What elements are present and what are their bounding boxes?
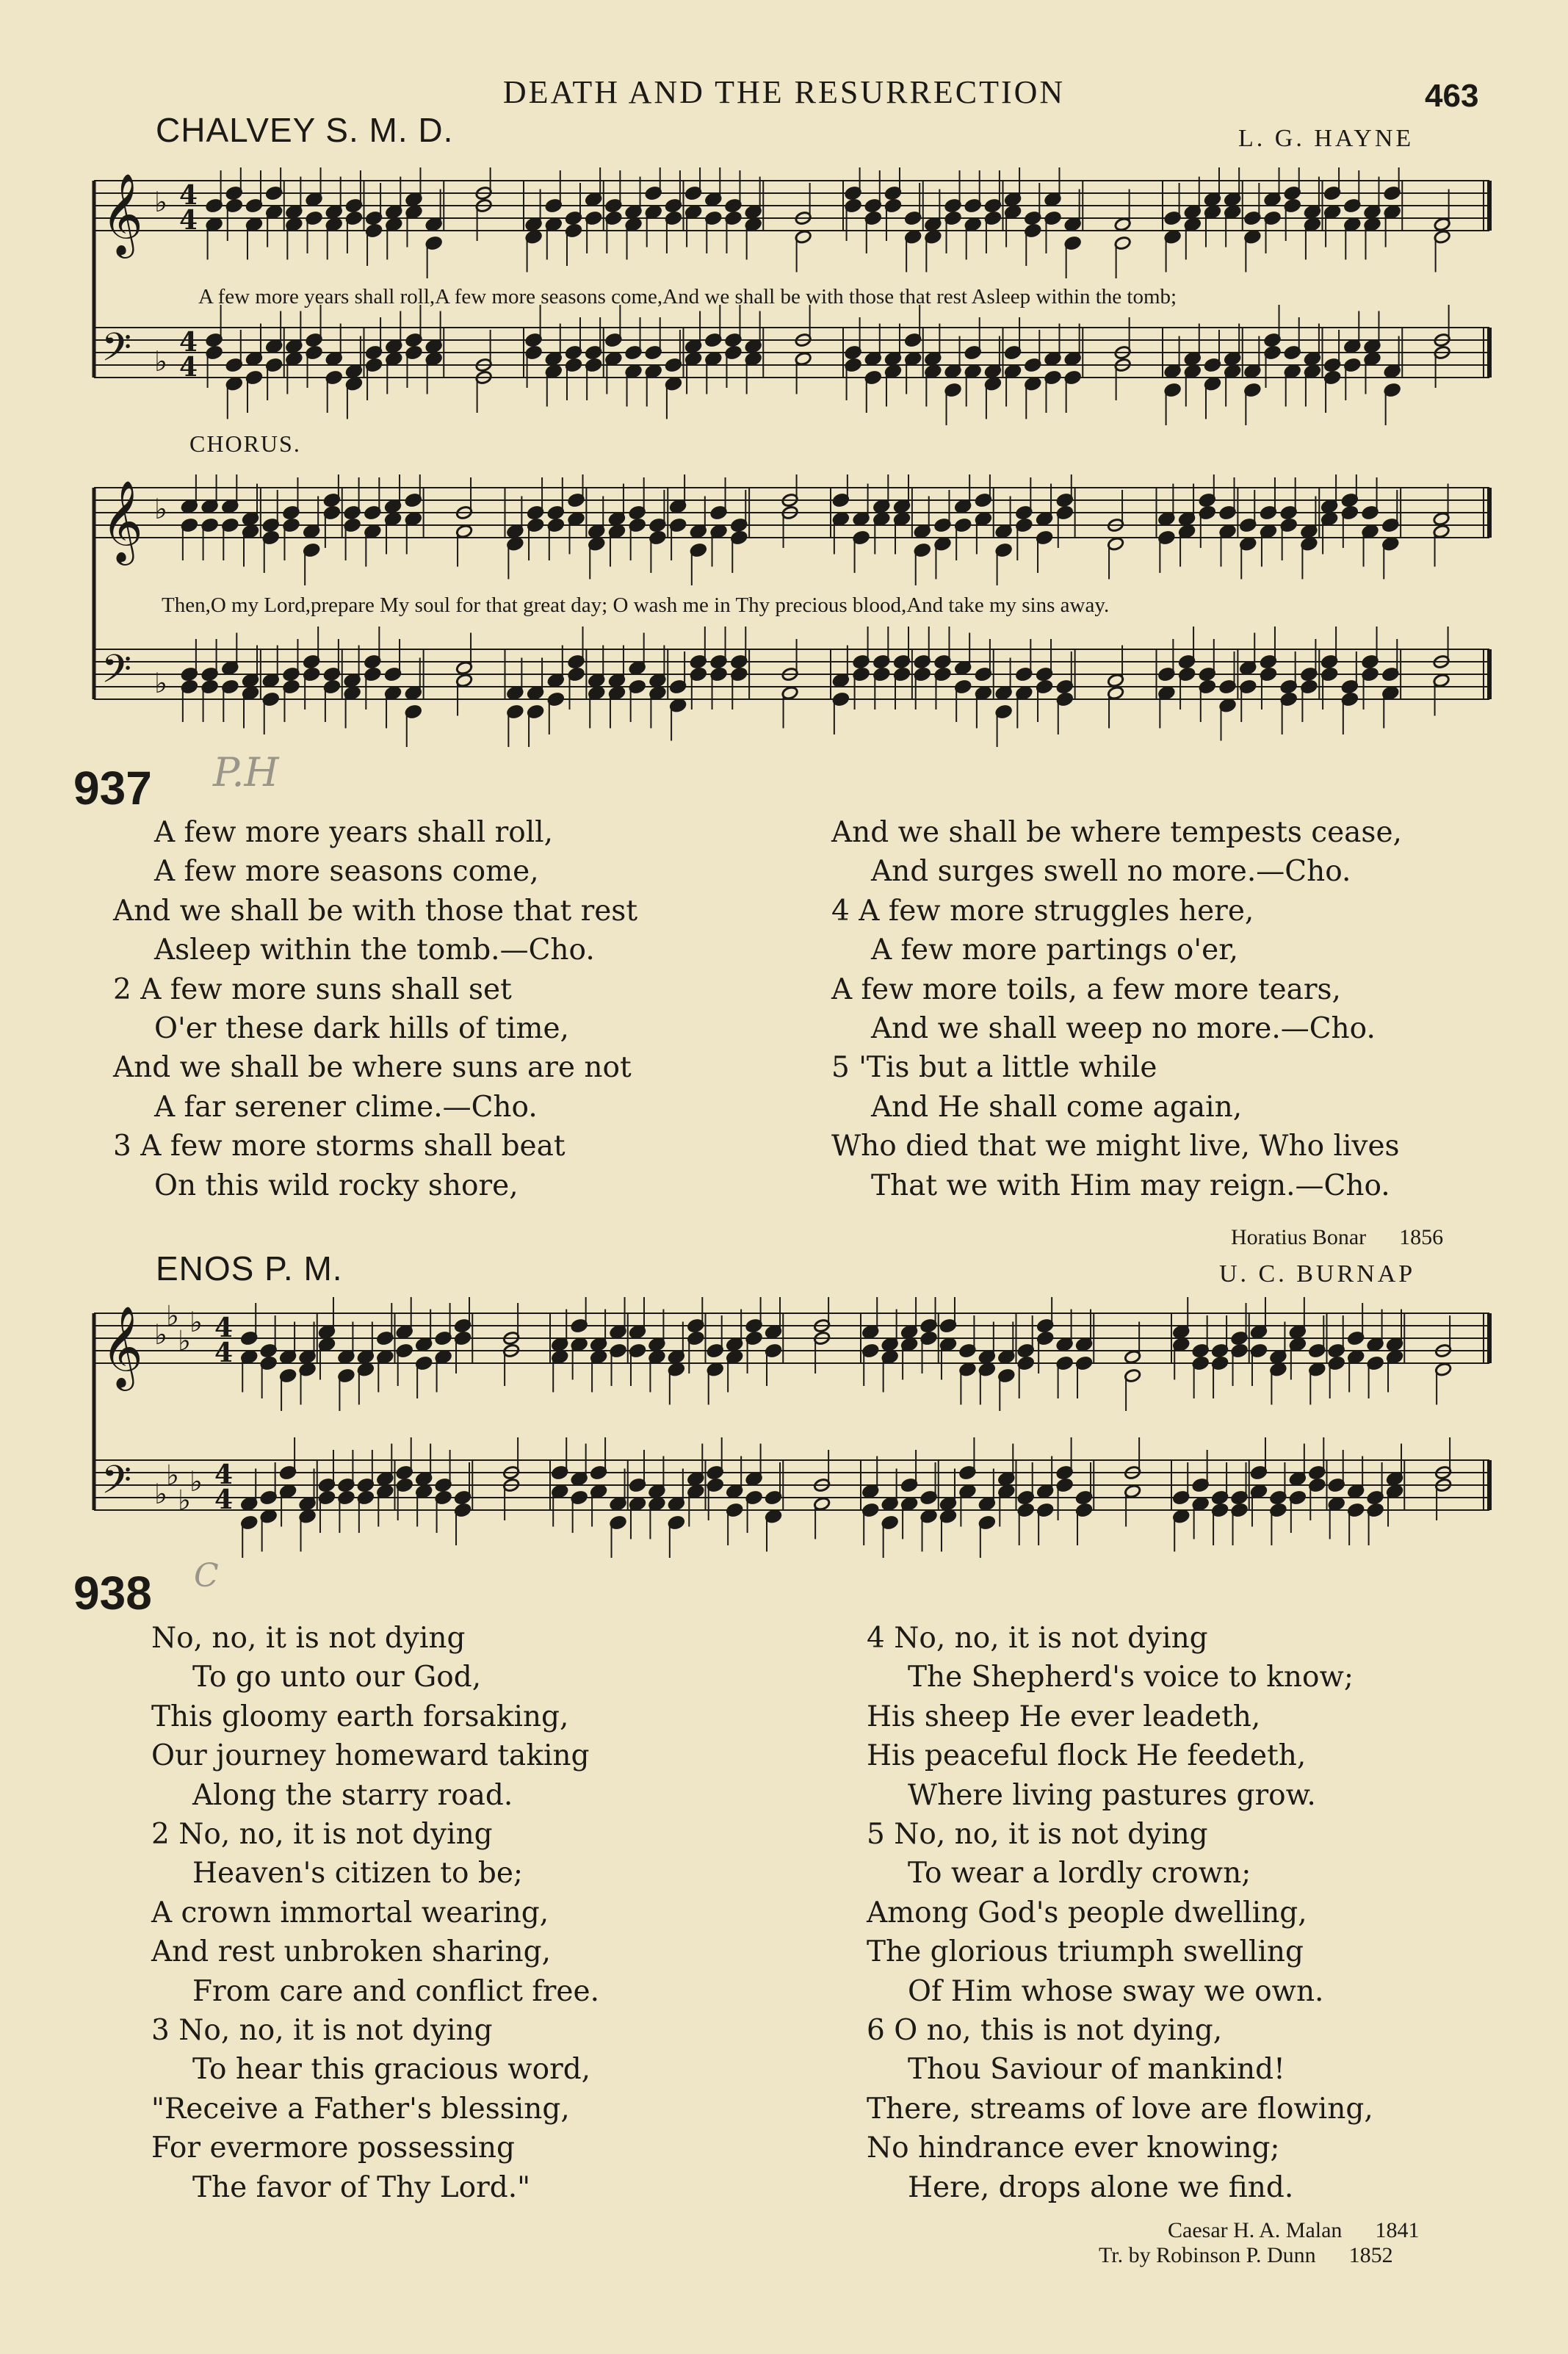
hymn-937-line: 3 A few more storms shall beat <box>113 1130 566 1163</box>
hymn-938-line: Among God's people dwelling, <box>867 1896 1307 1929</box>
hymn-937-line: A few more years shall roll, <box>154 816 554 849</box>
bass-clef: 𝄢 <box>101 325 132 380</box>
hymn-938-line: Where living pastures grow. <box>908 1778 1316 1812</box>
hymn-937-line: A few more partings o'er, <box>871 934 1238 967</box>
translator-name: Tr. by Robinson P. Dunn <box>1099 2243 1316 2267</box>
hymn-937-line: A few more seasons come, <box>154 855 539 889</box>
hymn-938-line: 6 O no, this is not dying, <box>867 2014 1223 2048</box>
hymn-number-938: 938 <box>73 1567 152 1620</box>
hymn-938-line: A crown immortal wearing, <box>151 1896 549 1929</box>
running-head: DEATH AND THE RESURRECTION <box>502 74 1066 110</box>
author-year: 1856 <box>1399 1225 1444 1249</box>
treble-clef: 𝄞 <box>101 1305 143 1387</box>
enos-score <box>88 1297 1498 1598</box>
flat-sign: ♭ <box>166 1459 179 1492</box>
treble-clef: 𝄞 <box>101 480 143 562</box>
hymn-938-line: To wear a lordly crown; <box>908 1857 1251 1891</box>
hymn-938-line: There, streams of love are flowing, <box>867 2092 1373 2126</box>
hymn-937-line: 4 A few more struggles here, <box>831 894 1254 928</box>
pencil-annotation-938: C <box>194 1557 219 1595</box>
hymn-938-line: The glorious triumph swelling <box>867 1935 1304 1969</box>
hymn-938-line: This gloomy earth forsaking, <box>151 1700 569 1733</box>
underlay-chalvey-verse: A few more years shall roll,A few more seasons come,And we shall be with those that rest Asleep within the tomb; <box>198 285 1177 308</box>
flat-sign: ♭ <box>189 1465 203 1498</box>
hymn-number-937: 937 <box>73 762 152 815</box>
hymn-938-line: His peaceful flock He feedeth, <box>867 1739 1307 1773</box>
hymn-938-line: For evermore possessing <box>151 2131 516 2165</box>
hymn-937-line: 5 'Tis but a little while <box>831 1051 1157 1085</box>
hymn-938-line: 2 No, no, it is not dying <box>151 1818 493 1852</box>
flat-sign: ♭ <box>154 345 167 378</box>
hymn-938-line: Along the starry road. <box>192 1778 513 1812</box>
flat-sign: ♭ <box>154 667 167 699</box>
music-system-enos <box>88 1297 1498 1598</box>
hymn-937-column-2 <box>831 813 1402 1205</box>
hymn-937-line: Asleep within the tomb.—Cho. <box>154 934 595 967</box>
chorus-label: CHORUS. <box>189 430 301 457</box>
flat-sign: ♭ <box>154 493 167 525</box>
translator-year: 1852 <box>1348 2243 1393 2267</box>
hymn-938-line: Of Him whose sway we own. <box>908 1974 1324 2008</box>
author-name: Caesar H. A. Malan <box>1168 2218 1343 2242</box>
hymn-938-column-1 <box>151 1619 599 2207</box>
flat-sign: ♭ <box>154 1478 167 1510</box>
time-signature-top: 4 <box>179 180 198 211</box>
hymn-937-line: And surges swell no more.—Cho. <box>871 855 1351 889</box>
hymn-937-line: And we shall be where suns are not <box>113 1051 632 1085</box>
hymn-937-line: And we shall be with those that rest <box>113 894 637 928</box>
author-name: Horatius Bonar <box>1231 1225 1367 1249</box>
hymn-937-line: And we shall be where tempests cease, <box>831 816 1402 849</box>
time-signature-top: 4 <box>214 1313 234 1343</box>
hymn-938-line: Our journey homeward taking <box>151 1739 590 1773</box>
hymn-938-line: To go unto our God, <box>192 1661 482 1694</box>
author-malan <box>1168 2218 1419 2243</box>
hymn-938-column-2 <box>867 1619 1373 2207</box>
bass-clef: 𝄢 <box>101 1458 132 1512</box>
hymn-938-line: And rest unbroken sharing, <box>151 1935 551 1969</box>
author-year: 1841 <box>1375 2218 1420 2242</box>
composer-hayne: L. G. HAYNE <box>1238 125 1415 152</box>
time-signature-bottom: 4 <box>179 352 198 383</box>
hymn-938-line: Thou Saviour of mankind! <box>908 2053 1285 2087</box>
underlay-chalvey-chorus: Then,O my Lord,prepare My soul for that great day; O wash me in Thy precious blood,And take my sins away. <box>162 593 1110 617</box>
time-signature-bottom: 4 <box>179 205 198 236</box>
hymn-938-line: Heaven's citizen to be; <box>192 1857 524 1891</box>
hymn-937-line: And He shall come again, <box>871 1090 1243 1124</box>
translator-dunn <box>1099 2243 1393 2268</box>
hymn-937-line: And we shall weep no more.—Cho. <box>871 1012 1376 1046</box>
hymn-937-line: O'er these dark hills of time, <box>154 1012 569 1046</box>
hymn-937-line: A far serener clime.—Cho. <box>154 1090 538 1124</box>
time-signature-bottom: 4 <box>214 1337 234 1368</box>
hymn-938-line: 4 No, no, it is not dying <box>867 1622 1208 1655</box>
tune-name-enos: ENOS P. M. <box>156 1249 343 1288</box>
flat-sign: ♭ <box>189 1306 203 1338</box>
flat-sign: ♭ <box>166 1299 179 1332</box>
hymn-938-line: From care and conflict free. <box>192 1974 599 2008</box>
hymn-938-line: 5 No, no, it is not dying <box>867 1818 1208 1852</box>
hymn-938-line: Here, drops alone we find. <box>908 2170 1294 2204</box>
hymn-937-line: That we with Him may reign.—Cho. <box>871 1169 1390 1202</box>
hymn-937-column-1 <box>113 813 637 1205</box>
time-signature-top: 4 <box>214 1459 234 1490</box>
hymn-938-line: No, no, it is not dying <box>151 1622 466 1655</box>
hymn-937-line: A few more toils, a few more tears, <box>831 972 1341 1006</box>
page-number: 463 <box>1425 78 1479 114</box>
time-signature-bottom: 4 <box>214 1484 234 1515</box>
author-bonar <box>1231 1225 1443 1250</box>
flat-sign: ♭ <box>178 1484 191 1517</box>
bass-clef: 𝄢 <box>101 647 132 701</box>
hymn-937-line: On this wild rocky shore, <box>154 1169 519 1202</box>
hymn-938-line: To hear this gracious word, <box>192 2053 591 2087</box>
flat-sign: ♭ <box>154 1318 167 1351</box>
pencil-annotation-937: P.H <box>213 749 279 795</box>
hymn-938-line: The favor of Thy Lord." <box>192 2170 531 2204</box>
hymn-938-line: "Receive a Father's blessing, <box>151 2092 570 2126</box>
hymn-938-line: No hindrance ever knowing; <box>867 2131 1280 2165</box>
tune-name-chalvey: CHALVEY S. M. D. <box>156 111 454 149</box>
hymn-938-line: His sheep He ever leadeth, <box>867 1700 1261 1733</box>
hymn-938-line: The Shepherd's voice to know; <box>908 1661 1354 1694</box>
hymn-937-line: 2 A few more suns shall set <box>113 972 512 1006</box>
treble-clef: 𝄞 <box>101 173 143 255</box>
flat-sign: ♭ <box>154 186 167 218</box>
composer-burnap: U. C. BURNAP <box>1219 1260 1416 1288</box>
flat-sign: ♭ <box>178 1324 191 1357</box>
time-signature-top: 4 <box>179 327 198 358</box>
hymn-937-line: Who died that we might live, Who lives <box>831 1130 1400 1163</box>
hymn-938-line: 3 No, no, it is not dying <box>151 2014 493 2048</box>
